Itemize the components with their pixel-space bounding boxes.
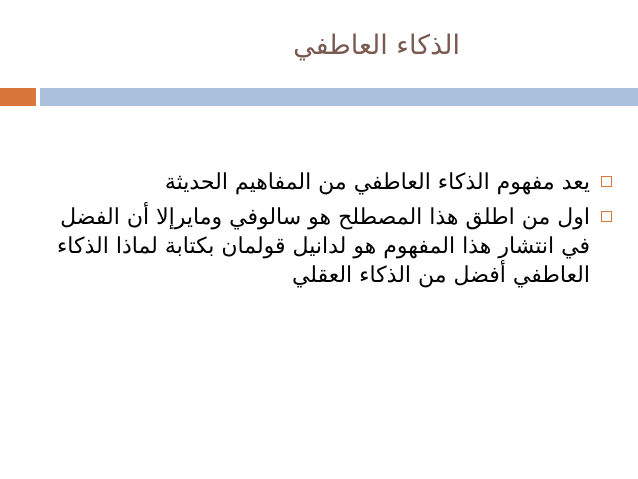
bullet-item (50, 168, 590, 197)
slide-title: الذكاء العاطفي (293, 30, 460, 61)
bullet-text: اول من اطلق هذا المصطلح هو سالوفي ومايرإلا أن الفضل في انتشار هذا المفهوم هو لدانيل قولمان بكتابة لماذا الذكاء العاطفي أفضل من الذكاء العقلي (56, 205, 590, 288)
bullet-list (50, 168, 590, 296)
divider-accent-block (0, 88, 36, 106)
square-bullet-icon (601, 211, 612, 222)
square-bullet-icon (601, 176, 612, 187)
bullet-text: يعد مفهوم الذكاء العاطفي من المفاهيم الحديثة (164, 170, 590, 195)
divider-band (40, 88, 638, 106)
title-divider (0, 88, 638, 106)
bullet-item (50, 203, 590, 290)
